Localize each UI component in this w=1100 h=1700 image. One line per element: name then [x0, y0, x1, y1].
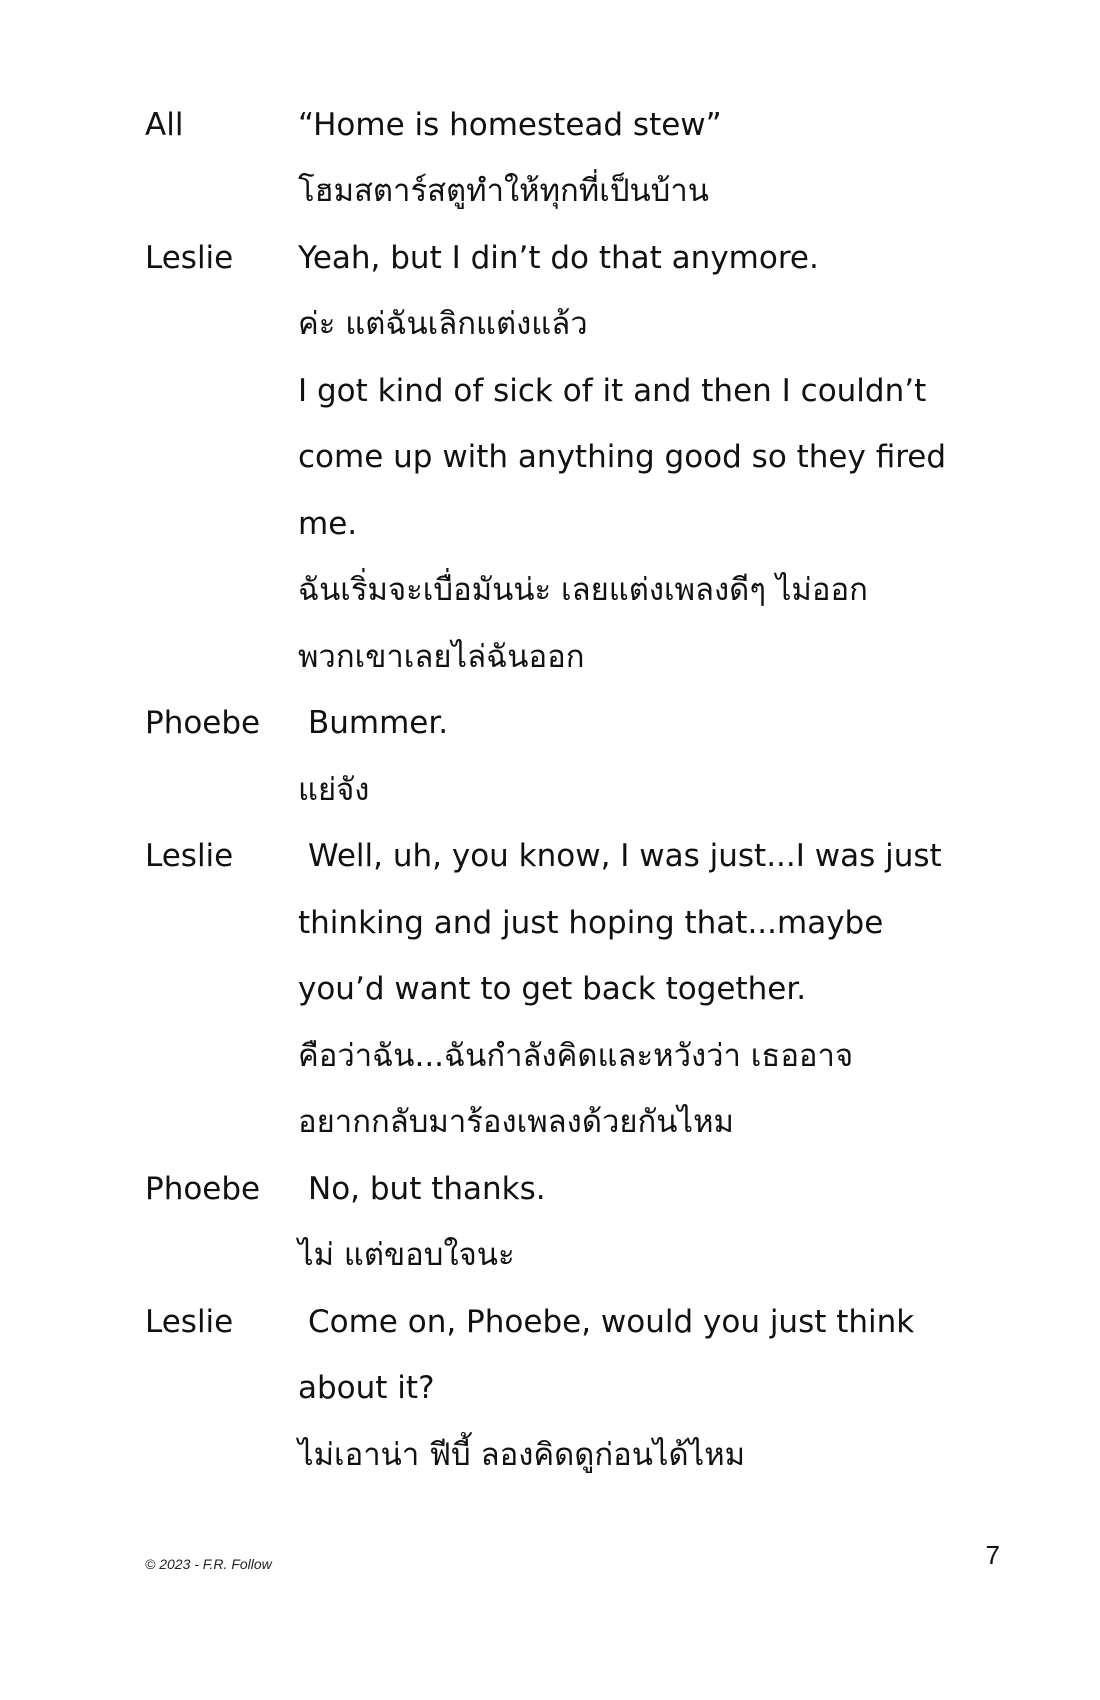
dialogue-text: Bummer. [308, 705, 449, 742]
dialogue-line [145, 691, 995, 758]
dialogue-text: about it? [298, 1370, 435, 1407]
dialogue-line [145, 1289, 995, 1356]
dialogue-line [145, 225, 995, 292]
dialogue-line [145, 558, 995, 625]
dialogue-text: ไม่เอาน่า ฟีบี้ ลองคิดดูก่อนได้ไหม [298, 1436, 746, 1473]
dialogue-text: me. [298, 505, 358, 542]
dialogue-text: แย่จัง [298, 771, 370, 808]
dialogue-line [145, 292, 995, 359]
speaker-name: All [145, 106, 184, 143]
script-dialogue [145, 92, 995, 1489]
dialogue-line [145, 1023, 995, 1090]
speaker-name: Leslie [145, 838, 234, 875]
dialogue-text: “Home is homestead stew” [298, 106, 722, 143]
dialogue-line [145, 92, 995, 159]
dialogue-text: thinking and just hoping that...maybe [298, 904, 884, 941]
dialogue-line [145, 957, 995, 1024]
dialogue-text: you’d want to get back together. [298, 971, 807, 1008]
dialogue-line [145, 824, 995, 891]
dialogue-line [145, 1090, 995, 1157]
dialogue-line [145, 757, 995, 824]
dialogue-text: No, but thanks. [308, 1170, 546, 1207]
speaker-name: Phoebe [145, 705, 261, 742]
page-number: 7 [985, 1540, 1000, 1570]
speaker-name: Leslie [145, 1303, 234, 1340]
dialogue-line [145, 624, 995, 691]
speaker-name: Phoebe [145, 1170, 261, 1207]
dialogue-text: Yeah, but I din’t do that anymore. [298, 239, 819, 276]
dialogue-text: อยากกลับมาร้องเพลงด้วยกันไหม [298, 1104, 734, 1141]
speaker-name: Leslie [145, 239, 234, 276]
dialogue-text: Come on, Phoebe, would you just think [308, 1303, 915, 1340]
dialogue-line [145, 1156, 995, 1223]
dialogue-line [145, 1422, 995, 1489]
copyright-notice: © 2023 - F.R. Follow [145, 1556, 272, 1572]
dialogue-text: โฮมสตาร์สตูทำให้ทุกที่เป็นบ้าน [298, 173, 709, 210]
dialogue-text: ไม่ แต่ขอบใจนะ [298, 1237, 515, 1274]
dialogue-line [145, 1356, 995, 1423]
dialogue-text: come up with anything good so they fired [298, 439, 947, 476]
dialogue-line [145, 890, 995, 957]
dialogue-text: พวกเขาเลยไล่ฉันออก [298, 638, 585, 675]
dialogue-text: ฉันเริ่มจะเบื่อมันน่ะ เลยแต่งเพลงดีๆ ไม่ออก [298, 572, 868, 609]
dialogue-line [145, 1223, 995, 1290]
dialogue-line [145, 425, 995, 492]
dialogue-line [145, 358, 995, 425]
dialogue-text: I got kind of sick of it and then I couldn’t [298, 372, 927, 409]
dialogue-line [145, 159, 995, 226]
dialogue-line [145, 491, 995, 558]
dialogue-text: คือว่าฉัน...ฉันกำลังคิดและหวังว่า เธออาจ [298, 1037, 854, 1074]
dialogue-text: Well, uh, you know, I was just...I was just [308, 838, 942, 875]
dialogue-text: ค่ะ แต่ฉันเลิกแต่งแล้ว [298, 306, 588, 343]
